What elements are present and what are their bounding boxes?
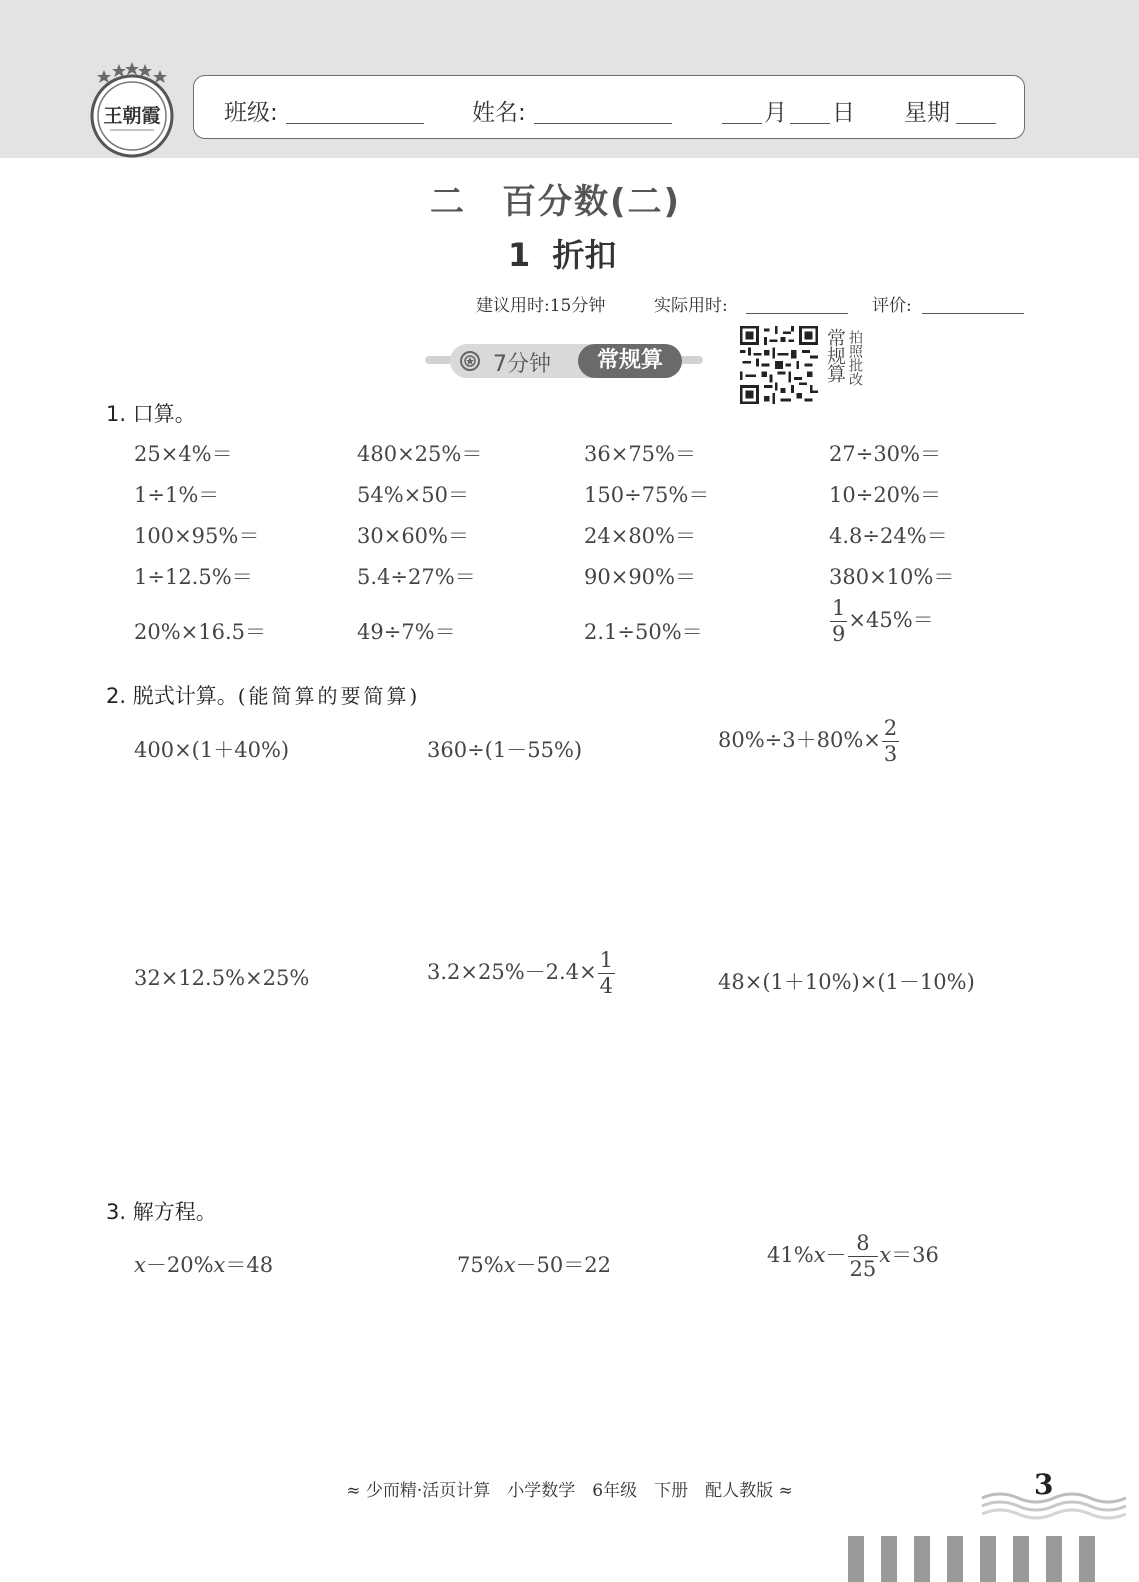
edge-bar bbox=[1079, 1536, 1095, 1582]
suggested-time: 建议用时:15分钟 bbox=[476, 296, 606, 316]
work-area-2[interactable] bbox=[120, 1012, 1020, 1182]
oral-item: 20%×16.5＝ bbox=[134, 620, 267, 644]
calc-problem: 48×(1＋10%)×(1－10%) bbox=[718, 970, 975, 994]
badge-tag: 常规算 bbox=[578, 344, 682, 378]
oral-item: 10÷20%＝ bbox=[829, 483, 941, 507]
calc-problem: 3.2×25%－2.4× $\frac{1}{4}$ bbox=[427, 948, 614, 998]
badge-time: 7分钟 bbox=[493, 352, 551, 377]
name-field[interactable] bbox=[534, 123, 672, 124]
oral-item: 100×95%＝ bbox=[134, 524, 260, 548]
oral-item: 90×90%＝ bbox=[584, 565, 696, 589]
qr-code[interactable] bbox=[740, 326, 818, 404]
oral-item: 2.1÷50%＝ bbox=[584, 620, 703, 644]
page-number: 3 bbox=[1034, 1468, 1054, 1501]
class-field[interactable] bbox=[286, 123, 424, 124]
edge-bar bbox=[947, 1536, 963, 1582]
day-label: 日 bbox=[832, 100, 855, 126]
calc-problem: 80%÷3＋80%× $\frac{2}{3}$ bbox=[718, 716, 898, 766]
month-label: 月 bbox=[764, 100, 787, 126]
oral-item: 480×25%＝ bbox=[357, 442, 483, 466]
oral-item: 1÷12.5%＝ bbox=[134, 565, 253, 589]
section2-title: 2. 脱式计算。(能简算的要简算) bbox=[106, 684, 421, 708]
wave-decoration-icon bbox=[980, 1484, 1130, 1524]
equation: x－20%x＝48 bbox=[134, 1253, 274, 1277]
oral-item: 1÷1%＝ bbox=[134, 483, 220, 507]
section1-title: 1. 口算。 bbox=[106, 402, 196, 426]
brand-logo bbox=[84, 62, 180, 158]
oral-item: 150÷75%＝ bbox=[584, 483, 710, 507]
work-area-1[interactable] bbox=[120, 780, 1020, 940]
oral-item: 5.4÷27%＝ bbox=[357, 565, 476, 589]
rating-field[interactable] bbox=[922, 313, 1024, 314]
oral-item: 4.8÷24%＝ bbox=[829, 524, 948, 548]
footer-text: ≈ 少而精·活页计算 小学数学 6年级 下册 配人教版 ≈ bbox=[346, 1481, 793, 1501]
calc-problem: 32×12.5%×25% bbox=[134, 966, 310, 990]
weekday-label: 星期 bbox=[904, 100, 950, 126]
chapter-title: 二 百分数(二) bbox=[430, 182, 682, 222]
student-info-box bbox=[193, 75, 1025, 139]
oral-item: 24×80%＝ bbox=[584, 524, 696, 548]
rating-label: 评价: bbox=[872, 296, 912, 316]
name-label: 姓名: bbox=[472, 100, 526, 126]
edge-bar bbox=[1046, 1536, 1062, 1582]
equation: 75%x－50＝22 bbox=[457, 1253, 611, 1277]
oral-item: 49÷7%＝ bbox=[357, 620, 456, 644]
oral-item: 30×60%＝ bbox=[357, 524, 469, 548]
calc-problem: 360÷(1－55%) bbox=[427, 738, 583, 762]
oral-item: 54%×50＝ bbox=[357, 483, 469, 507]
day-field[interactable] bbox=[790, 123, 830, 124]
oral-item: 380×10%＝ bbox=[829, 565, 955, 589]
edge-bar bbox=[1013, 1536, 1029, 1582]
class-label: 班级: bbox=[224, 100, 278, 126]
actual-time-label: 实际用时: bbox=[654, 296, 728, 316]
work-area-3[interactable] bbox=[120, 1295, 1020, 1445]
edge-bar bbox=[914, 1536, 930, 1582]
section3-title: 3. 解方程。 bbox=[106, 1200, 217, 1224]
medal-icon bbox=[459, 350, 481, 372]
qr-caption-main: 常规算 bbox=[824, 328, 846, 382]
weekday-field[interactable] bbox=[956, 123, 996, 124]
actual-time-field[interactable] bbox=[746, 313, 848, 314]
oral-item: 27÷30%＝ bbox=[829, 442, 941, 466]
edge-bar bbox=[848, 1536, 864, 1582]
edge-bar bbox=[980, 1536, 996, 1582]
lesson-title: 1 折扣 bbox=[508, 236, 617, 274]
edge-bar bbox=[881, 1536, 897, 1582]
oral-item-fraction: $\frac{1}{9}$ ×45%＝ bbox=[832, 596, 934, 646]
equation: 41%x－ $\frac{8}{25}$ x＝36 bbox=[767, 1231, 939, 1281]
oral-item: 36×75%＝ bbox=[584, 442, 696, 466]
qr-caption-sub: 拍照批改 bbox=[847, 330, 863, 386]
calc-problem: 400×(1＋40%) bbox=[134, 738, 290, 762]
svg-text:王朝霞: 王朝霞 bbox=[103, 105, 161, 127]
month-field[interactable] bbox=[722, 123, 762, 124]
oral-item: 25×4%＝ bbox=[134, 442, 233, 466]
